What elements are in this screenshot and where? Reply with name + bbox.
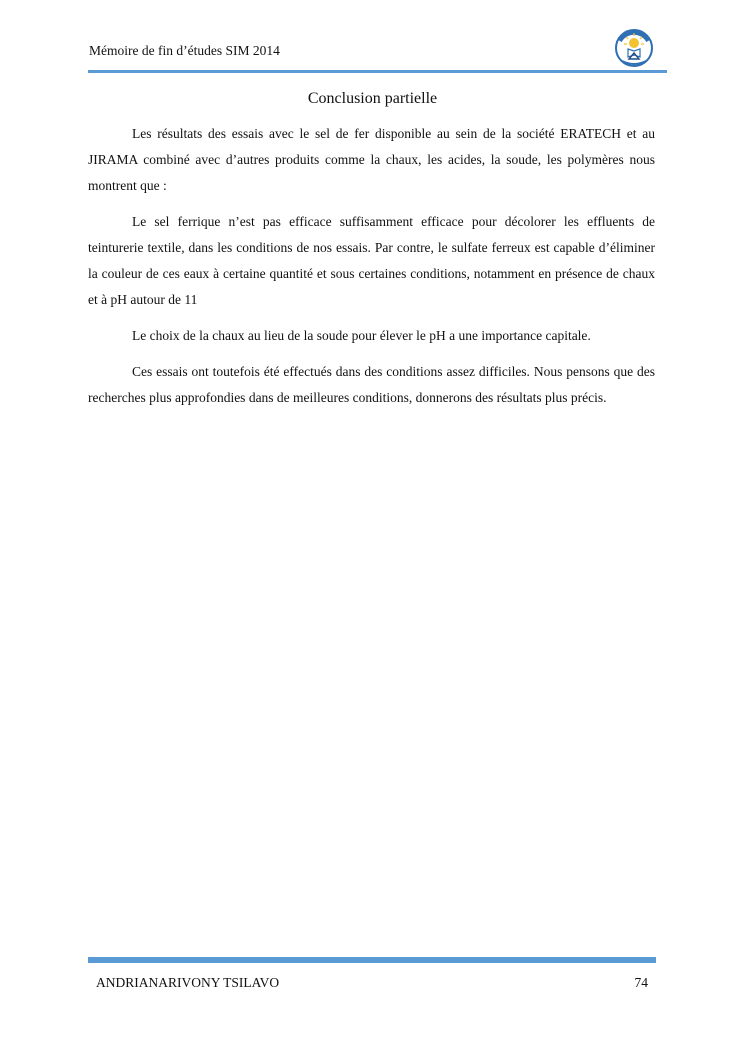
body-text — [88, 121, 655, 421]
paragraph: Le sel ferrique n’est pas efficace suffisamment efficace pour décolorer les effluents de teinturerie textile, dans les conditions de nos essais. Par contre, le sulfate ferreux est capable d’éliminer la couleur de ces eaux à certaine quantité et sous certaines conditions, notamment en présence de chaux et à pH autour de 11 — [88, 214, 655, 307]
footer-rule — [88, 957, 656, 963]
paragraph: Ces essais ont toutefois été effectués dans des conditions assez difficiles. Nous pensons que des recherches plus approfondies dans de meilleures conditions, donnerons des résultats plus précis. — [88, 364, 655, 405]
paragraph: Le choix de la chaux au lieu de la soude pour élever le pH a une importance capitale. — [132, 328, 591, 343]
page-number: 74 — [634, 975, 648, 990]
paragraph: Les résultats des essais avec le sel de fer disponible au sein de la société ERATECH et au JIRAMA combiné avec d’autres produits comme la chaux, les acides, la soude, les polymères nous montrent que : — [88, 126, 655, 193]
section-title: Conclusion partielle — [307, 90, 438, 107]
school-emblem-icon — [614, 27, 654, 69]
header-rule — [88, 70, 667, 73]
footer-author: ANDRIANARIVONY TSILAVO — [96, 975, 280, 990]
running-header: Mémoire de fin d’études SIM 2014 — [89, 43, 280, 58]
